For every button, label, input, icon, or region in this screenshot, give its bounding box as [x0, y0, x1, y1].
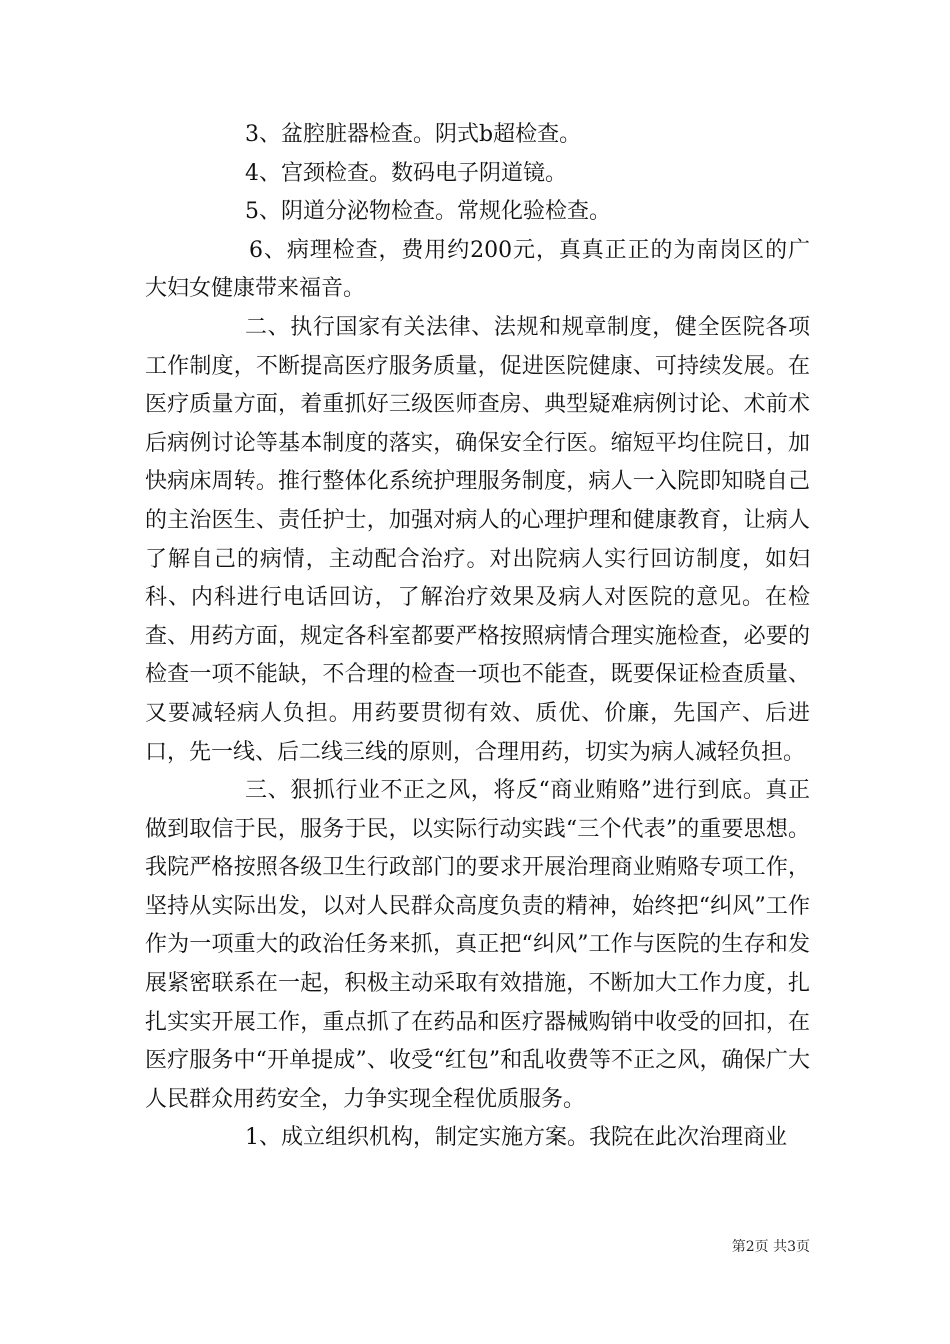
paragraph-item-5: 5、阴道分泌物检查。常规化验检查。: [245, 199, 611, 225]
paragraph-item-4: 4、宫颈检查。数码电子阴道镜。: [245, 160, 567, 186]
paragraph-section-three: 三、狠抓行业不正之风，将反“商业贿赂”进行到底。真正做到取信于民，服务于民，以实际行动实践“三个代表”的重要思想。我院严格按照各级卫生行政部门的要求开展治理商业贿赂专项工作，坚持从实际出发，以对人民群众高度负责的精神，始终把“纠风”工作作为一项重大的政治任务来抓，真正把“纠风”工作与医院的生存和发展紧密联系在一起，积极主动采取有效措施，不断加大工作力度，扎扎实实开展工作，重点抓了在药品和医疗器械购销中收受的回扣，在医疗服务中“开单提成”、收受“红包”和乱收费等不正之风，确保广大人民群众用药安全，力争实现全程优质服务。: [145, 778, 810, 1112]
paragraph-item-6: 6、病理检查，费用约200元，真真正正的为南岗区的广大妇女健康带来福音。: [145, 237, 810, 302]
paragraph-item-3: 3、盆腔脏器检查。阴式b超检查。: [245, 122, 582, 147]
document-body: [145, 116, 810, 1158]
paragraph-section-two: 二、执行国家有关法律、法规和规章制度，健全医院各项工作制度，不断提高医疗服务质量，促进医院健康、可持续发展。在医疗质量方面，着重抓好三级医师查房、典型疑难病例讨论、术前术后病例讨论等基本制度的落实，确保安全行医。缩短平均住院日，加快病床周转。推行整体化系统护理服务制度，病人一入院即知晓自己的主治医生、责任护士，加强对病人的心理护理和健康教育，让病人了解自己的病情，主动配合治疗。对出院病人实行回访制度，如妇科、内科进行电话回访，了解治疗效果及病人对医院的意见。在检查、用药方面，规定各科室都要严格按照病情合理实施检查，必要的检查一项不能缺，不合理的检查一项也不能查，既要保证检查质量、又要减轻病人负担。用药要贯彻有效、质优、价廉，先国产、后进口，先一线、后二线三线的原则，合理用药，切实为病人减轻负担。: [145, 314, 810, 765]
paragraph-subitem-1: 1、成立组织机构，制定实施方案。我院在此次治理商业: [245, 1125, 787, 1151]
page-number: 第2页 共3页: [731, 1239, 810, 1255]
